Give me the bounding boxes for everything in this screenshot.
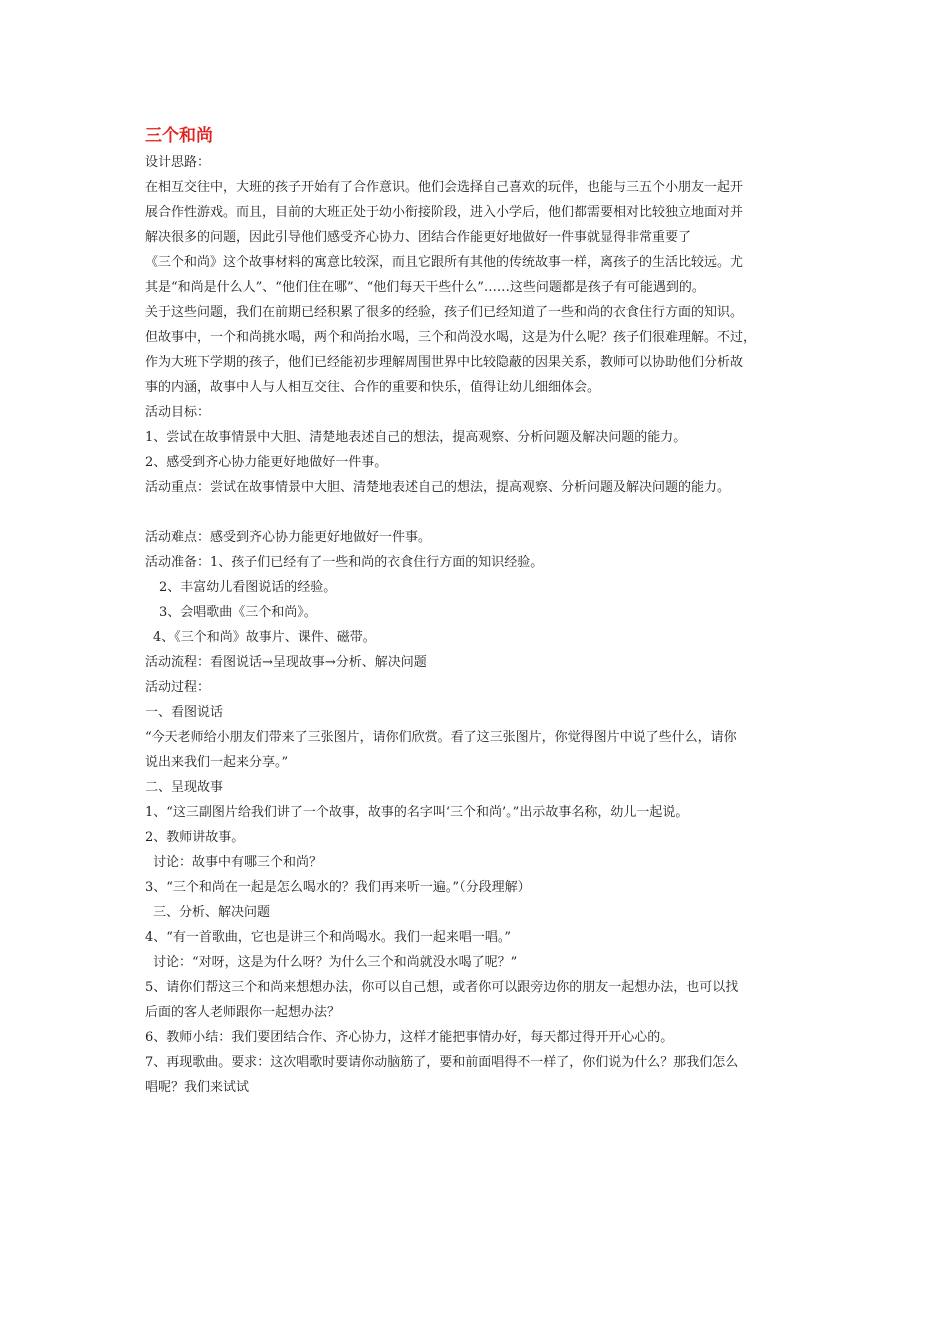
list-item: 7、再现歌曲。要求：这次唱歌时要请你动脑筋了，要和前面唱得不一样了，你们说为什么？那我们怎么 [145,1055,739,1070]
document-page [145,122,815,1100]
subsection-heading: 三、分析、解决问题 [153,905,271,920]
preparation: 活动准备：1、孩子们已经有了一些和尚的衣食住行方面的知识经验。 [145,555,544,570]
list-item: 4、《三个和尚》故事片、课件、磁带。 [153,630,376,645]
difficult-point: 活动难点：感受到齐心协力能更好地做好一件事。 [145,530,432,545]
document-title: 三个和尚 [145,126,213,146]
paragraph-line: 作为大班下学期的孩子，他们已经能初步理解周围世界中比较隐蔽的因果关系，教师可以协助他们分析故 [145,355,744,370]
section-heading-goals: 活动目标： [145,405,211,420]
paragraph-line: 事的内涵，故事中人与人相互交往、合作的重要和快乐，值得让幼儿细细体会。 [145,380,601,395]
list-item: 4、“有一首歌曲，它也是讲三个和尚喝水。我们一起来唱一唱。” [145,930,512,945]
subsection-heading: 一、看图说话 [145,705,224,720]
discussion-line: 讨论：“对呀，这是为什么呀？为什么三个和尚就没水喝了呢？” [153,955,518,970]
key-point: 活动重点：尝试在故事情景中大胆、清楚地表述自己的想法，提高观察、分析问题及解决问题的能力。 [145,480,731,495]
paragraph-line: 关于这些问题，我们在前期已经积累了很多的经验，孩子们已经知道了一些和尚的衣食住行方面的知识。 [145,305,744,320]
paragraph-line: 说出来我们一起来分享。” [145,755,289,770]
list-item: 5、请你们帮这三个和尚来想想办法，你可以自己想，或者你可以跟旁边你的朋友一起想办法，也可以找 [145,980,739,995]
paragraph-line: 唱呢？我们来试试 [145,1080,250,1095]
list-item: 2、丰富幼儿看图说话的经验。 [159,580,337,595]
discussion-line: 讨论：故事中有哪三个和尚？ [153,855,323,870]
paragraph-line: “今天老师给小朋友们带来了三张图片，请你们欣赏。看了这三张图片，你觉得图片中说了些什么，请你 [145,730,737,745]
paragraph-line: 其是“和尚是什么人”、“他们住在哪”、“他们每天干些什么”……这些问题都是孩子有可能遇到的。 [145,280,705,295]
paragraph-line: 解决很多的问题，因此引导他们感受齐心协力、团结合作能更好地做好一件事就显得非常重要了 [145,230,692,245]
list-item: 3、会唱歌曲《三个和尚》。 [159,605,317,620]
paragraph-line: 在相互交往中，大班的孩子开始有了合作意识。他们会选择自己喜欢的玩伴，也能与三五个小朋友一起开 [145,180,744,195]
section-heading-design-idea: 设计思路： [145,155,211,170]
subsection-heading: 二、呈现故事 [145,780,224,795]
list-item: 6、教师小结：我们要团结合作、齐心协力，这样才能把事情办好，每天都过得开开心心的。 [145,1030,674,1045]
paragraph-line: 《三个和尚》这个故事材料的寓意比较深，而且它跟所有其他的传统故事一样，离孩子的生活比较远。尤 [145,255,744,270]
section-heading-process: 活动过程： [145,680,211,695]
paragraph-line: 但故事中，一个和尚挑水喝，两个和尚抬水喝，三个和尚没水喝，这是为什么呢？孩子们很难理解。不过， [145,330,757,345]
list-item: 1、“这三副图片给我们讲了一个故事，故事的名字叫‘三个和尚’。”出示故事名称，幼儿一起说。 [145,805,689,820]
list-item: 1、尝试在故事情景中大胆、清楚地表述自己的想法，提高观察、分析问题及解决问题的能力。 [145,430,687,445]
list-item: 2、教师讲故事。 [145,830,245,845]
activity-flow: 活动流程：看图说话→呈现故事→分析、解决问题 [145,655,427,670]
list-item: 3、“三个和尚在一起是怎么喝水的？我们再来听一遍。”（分段理解） [145,880,531,895]
blank-line [145,500,815,525]
paragraph-line: 展合作性游戏。而且，目前的大班正处于幼小衔接阶段，进入小学后，他们都需要相对比较独立地面对并 [145,205,744,220]
list-item: 2、感受到齐心协力能更好地做好一件事。 [145,455,388,470]
paragraph-line: 后面的客人老师跟你一起想办法？ [145,1005,341,1020]
